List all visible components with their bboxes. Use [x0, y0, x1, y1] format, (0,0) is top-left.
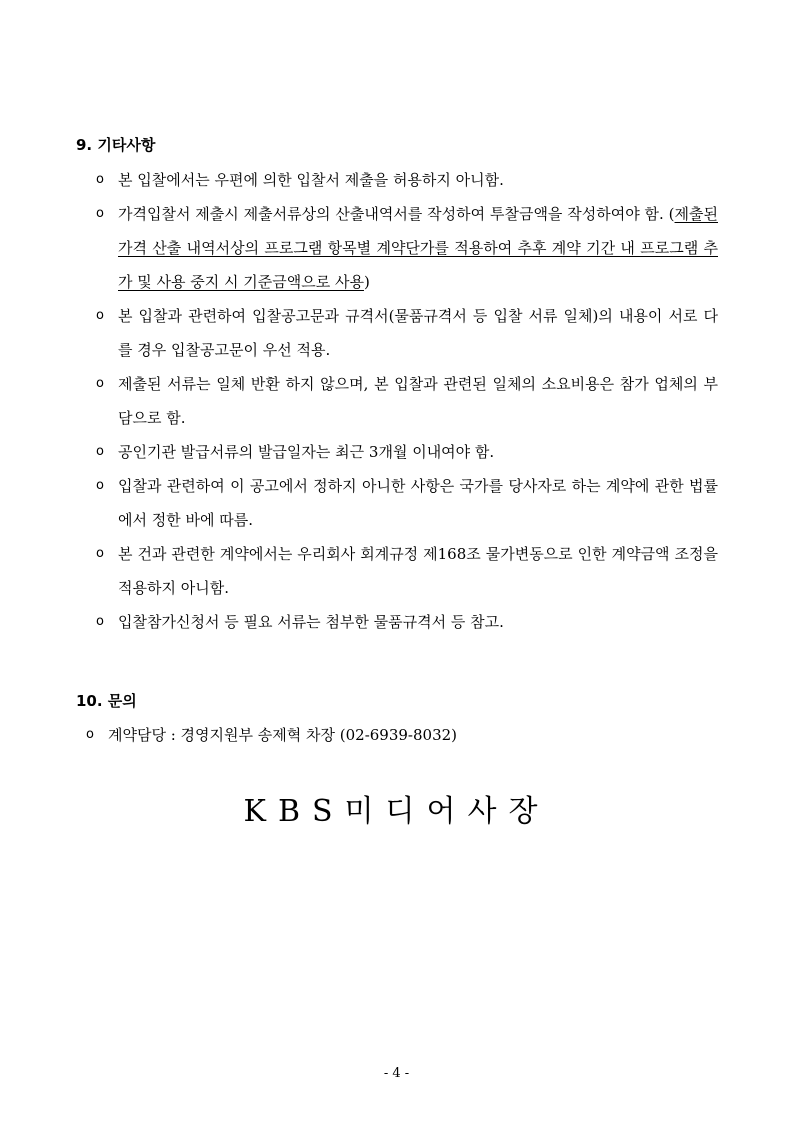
list-item [96, 367, 718, 435]
list-item-text: 본 입찰에서는 우편에 의한 입찰서 제출을 허용하지 아니함. [118, 171, 504, 189]
list-item [96, 299, 718, 367]
bullet-circle-icon: o [96, 546, 104, 561]
bullet-circle-icon: o [96, 172, 104, 187]
bullet-circle-icon: o [96, 444, 104, 459]
list-item-text: 입찰참가신청서 등 필요 서류는 첨부한 물품규격서 등 참고. [118, 613, 504, 631]
bullet-circle-icon: o [96, 478, 104, 493]
bullet-circle-icon: o [96, 206, 104, 221]
section-heading-etc: 9. 기타사항 [76, 136, 156, 154]
inquiry-list [86, 718, 726, 752]
section-heading-inquiry: 10. 문의 [76, 692, 137, 710]
list-item [96, 605, 718, 639]
bullet-circle-icon: o [96, 308, 104, 323]
etc-bullet-list [96, 163, 718, 639]
bullet-circle-icon: o [96, 376, 104, 391]
list-item [96, 163, 718, 197]
list-item [86, 718, 726, 752]
contact-text: 계약담당 : 경영지원부 송제혁 차장 (02-6939-8032) [108, 726, 458, 744]
signature-title: KBS미디어사장 [243, 794, 550, 829]
list-item-text: 제출된 서류는 일체 반환 하지 않으며, 본 입찰과 관련된 일체의 소요비용은 참가 업체의 부담으로 함. [118, 375, 718, 427]
list-item-text-end: ) [363, 273, 370, 291]
list-item-text: 본 입찰과 관련하여 입찰공고문과 규격서(물품규격서 등 입찰 서류 일체)의 내용이 서로 다를 경우 입찰공고문이 우선 적용. [118, 307, 718, 359]
page-number: - 4 - [383, 1066, 410, 1081]
list-item-text: 가격입찰서 제출시 제출서류상의 산출내역서를 작성하여 투찰금액을 작성하여야 함. ( [118, 205, 675, 223]
list-item [96, 469, 718, 537]
list-item-text: 입찰과 관련하여 이 공고에서 정하지 아니한 사항은 국가를 당사자로 하는 계약에 관한 법률에서 정한 바에 따름. [118, 477, 718, 529]
list-item [96, 435, 718, 469]
bullet-circle-icon: o [86, 727, 94, 742]
list-item [96, 537, 718, 605]
bullet-circle-icon: o [96, 614, 104, 629]
list-item-text: 본 건과 관련한 계약에서는 우리회사 회계규정 제168조 물가변동으로 인한 계약금액 조정을 적용하지 아니함. [118, 545, 718, 597]
underlined-note: 제출된 가격 산출 내역서상의 프로그램 항목별 계약단가를 적용하여 추후 계약 기간 내 프로그램 추가 및 사용 중지 시 기준금액으로 사용 [118, 205, 718, 291]
list-item-text: 공인기관 발급서류의 발급일자는 최근 3개월 이내여야 함. [118, 443, 495, 461]
list-item [96, 197, 718, 299]
